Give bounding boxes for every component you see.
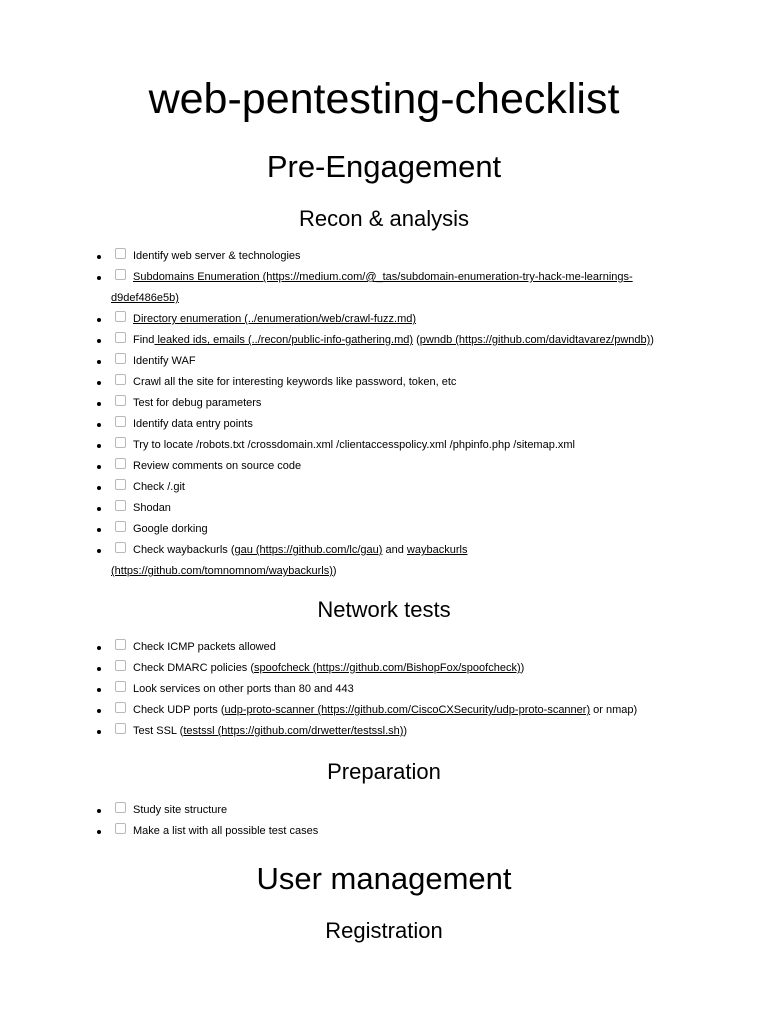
list-item [111, 477, 681, 498]
item-text: Test SSL ( [133, 725, 184, 737]
list-item [111, 456, 681, 477]
checkbox[interactable] [115, 802, 126, 813]
list-item [111, 700, 681, 721]
list-item [111, 372, 681, 393]
item-text: Find [133, 334, 155, 346]
bullet-icon [97, 486, 101, 490]
checkbox[interactable] [115, 332, 126, 343]
checkbox[interactable] [115, 681, 126, 692]
item-text: and [382, 544, 407, 556]
checkbox[interactable] [115, 702, 126, 713]
list-item [111, 351, 681, 372]
subsection-registration: Registration [325, 918, 443, 943]
item-text: Crawl all the site for interesting keywords like password, token, etc [133, 376, 457, 388]
checkbox[interactable] [115, 500, 126, 511]
checkbox[interactable] [115, 395, 126, 406]
bullet-icon [97, 688, 101, 692]
checkbox[interactable] [115, 437, 126, 448]
udp-proto-scanner-link[interactable]: udp-proto-scanner (https://github.com/CiscoCXSecurity/udp-proto-scanner) [224, 704, 591, 716]
item-text: Test for debug parameters [133, 397, 262, 409]
bullet-icon [97, 730, 101, 734]
bullet-icon [97, 402, 101, 406]
bullet-icon [97, 528, 101, 532]
list-item [111, 637, 681, 658]
bullet-icon [97, 255, 101, 259]
item-text: Make a list with all possible test cases [133, 825, 319, 837]
list-item [111, 267, 681, 309]
checkbox[interactable] [115, 479, 126, 490]
item-text: or nmap) [590, 704, 638, 716]
checkbox[interactable] [115, 353, 126, 364]
item-text: Google dorking [133, 523, 208, 535]
item-text: ( [413, 334, 420, 346]
bullet-icon [97, 276, 101, 280]
checkbox[interactable] [115, 248, 126, 259]
recon-checklist [111, 246, 681, 582]
bullet-icon [97, 549, 101, 553]
bullet-icon [97, 646, 101, 650]
checkbox[interactable] [115, 374, 126, 385]
list-item [111, 658, 681, 679]
testssl-link[interactable]: testssl (https://github.com/drwetter/testssl.sh) [183, 725, 404, 737]
subsection-recon-analysis: Recon & analysis [299, 206, 469, 231]
list-item [111, 721, 681, 742]
bullet-icon [97, 830, 101, 834]
item-text: Check /.git [133, 481, 185, 493]
checkbox[interactable] [115, 416, 126, 427]
section-pre-engagement: Pre-Engagement [266, 149, 502, 184]
list-item [111, 435, 681, 456]
waybackurls-link[interactable]: waybackurls (https://github.com/tomnomnom/waybackurls) [111, 544, 468, 577]
section-user-management: User management [256, 861, 512, 896]
bullet-icon [97, 381, 101, 385]
item-text: Check ICMP packets allowed [133, 641, 276, 653]
list-item [111, 393, 681, 414]
list-item [111, 519, 681, 540]
item-text: Identify WAF [133, 355, 196, 367]
subdomains-enumeration-link[interactable]: Subdomains Enumeration (https://medium.com/@_tas/subdomain-enumeration-try-hack-me-learnings-d9def486e5b) [111, 271, 633, 304]
list-item [111, 800, 681, 821]
list-item [111, 679, 681, 700]
bullet-icon [97, 809, 101, 813]
checkbox[interactable] [115, 521, 126, 532]
checkbox[interactable] [115, 639, 126, 650]
item-text: Study site structure [133, 804, 228, 816]
checkbox[interactable] [115, 311, 126, 322]
checkbox[interactable] [115, 542, 126, 553]
bullet-icon [97, 465, 101, 469]
list-item [111, 414, 681, 435]
bullet-icon [97, 360, 101, 364]
item-text: Check DMARC policies ( [133, 662, 255, 674]
item-text: Try to locate /robots.txt /crossdomain.xml /clientaccesspolicy.xml /phpinfo.php /sitemap.xml [133, 439, 575, 451]
checkbox[interactable] [115, 660, 126, 671]
item-text: Check UDP ports ( [133, 704, 225, 716]
item-text: ) [520, 662, 525, 674]
bullet-icon [97, 709, 101, 713]
list-item [111, 246, 681, 267]
checkbox[interactable] [115, 458, 126, 469]
page-title: web-pentesting-checklist [148, 75, 620, 123]
bullet-icon [97, 507, 101, 511]
item-text: Look services on other ports than 80 and 443 [133, 683, 354, 695]
gau-link[interactable]: gau (https://github.com/lc/gau) [234, 544, 383, 556]
list-item [111, 498, 681, 519]
spoofcheck-link[interactable]: spoofcheck (https://github.com/BishopFox/spoofcheck) [254, 662, 521, 674]
pwndb-link[interactable]: pwndb (https://github.com/davidtavarez/pwndb) [419, 334, 651, 346]
item-text: ) [650, 334, 654, 346]
network-checklist [111, 637, 681, 742]
item-text: Review comments on source code [133, 460, 302, 472]
leaked-ids-link[interactable]: leaked ids, emails (../recon/public-info-gathering.md) [154, 334, 414, 346]
item-text: ) [403, 725, 408, 737]
item-text: Check waybackurls ( [133, 544, 235, 556]
checkbox[interactable] [115, 823, 126, 834]
bullet-icon [97, 444, 101, 448]
bullet-icon [97, 339, 101, 343]
checkbox[interactable] [115, 723, 126, 734]
subsection-preparation: Preparation [327, 759, 441, 784]
list-item [111, 540, 681, 582]
item-text: Identify data entry points [133, 418, 253, 430]
checkbox[interactable] [115, 269, 126, 280]
list-item [111, 330, 681, 351]
directory-enumeration-link[interactable]: Directory enumeration (../enumeration/web/crawl-fuzz.md) [133, 313, 417, 325]
item-text: Identify web server & technologies [133, 250, 301, 262]
item-text: ) [332, 565, 337, 577]
bullet-icon [97, 667, 101, 671]
list-item [111, 821, 681, 842]
subsection-network-tests: Network tests [317, 597, 451, 622]
preparation-checklist [111, 800, 681, 842]
list-item [111, 309, 681, 330]
bullet-icon [97, 318, 101, 322]
item-text: Shodan [133, 502, 171, 514]
bullet-icon [97, 423, 101, 427]
